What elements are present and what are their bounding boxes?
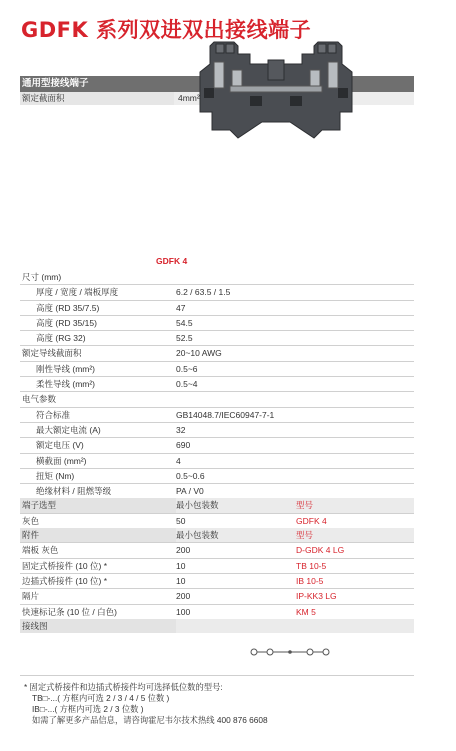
note-line: TB□-...( 方框内可选 2 / 3 / 4 / 5 位数 ) xyxy=(32,693,170,703)
spec-value xyxy=(176,392,296,406)
spec-value: 4 xyxy=(176,455,181,466)
spec-table xyxy=(20,270,414,633)
spec-label: 尺寸 (mm) xyxy=(22,272,62,282)
spec-value: 200 xyxy=(176,591,191,602)
image-left-pad xyxy=(20,105,174,257)
spec-row xyxy=(20,468,414,483)
spec-row xyxy=(20,483,414,498)
spec-label: 扭矩 (Nm) xyxy=(36,470,75,481)
spec-label: 最大额定电流 (A) xyxy=(36,424,101,435)
spec-model: IP-KK3 LG xyxy=(296,591,337,602)
note-line: IB□-...( 方框内可选 2 / 3 位数 ) xyxy=(32,704,144,714)
spec-model xyxy=(296,285,414,299)
spec-value: 52.5 xyxy=(176,333,193,344)
spec-row xyxy=(20,422,414,437)
spec-model xyxy=(296,423,414,437)
spec-label: 高度 (RD 35/7.5) xyxy=(36,302,100,313)
spec-label: 边插式桥接件 (10 位) * xyxy=(22,575,108,586)
spec-value xyxy=(176,619,296,633)
spec-model: IB 10-5 xyxy=(296,575,324,586)
spec-row xyxy=(20,498,414,512)
spec-label: 高度 (RD 35/15) xyxy=(36,317,97,328)
spec-value: 0.5~4 xyxy=(176,379,198,390)
spec-row xyxy=(20,528,414,542)
spec-row xyxy=(20,558,414,573)
spec-label: 厚度 / 宽度 / 端板厚度 xyxy=(36,287,119,298)
wiring-diagram-icon xyxy=(248,646,332,658)
spec-row xyxy=(20,300,414,315)
note-line: 如需了解更多产品信息，请咨询霍尼韦尔技术热线 400 876 6608 xyxy=(32,715,268,725)
spec-model xyxy=(296,438,414,452)
spec-model xyxy=(296,331,414,345)
spec-row xyxy=(20,330,414,345)
terminal-block-image xyxy=(190,34,362,152)
spec-label: 柔性导线 (mm²) xyxy=(36,379,96,390)
spec-value xyxy=(176,270,296,284)
spec-row xyxy=(20,619,414,633)
spec-model xyxy=(296,392,414,406)
category-header: 通用型接线端子 xyxy=(20,76,414,92)
rated-value: 4mm² xyxy=(174,92,414,105)
spec-label: 灰色 xyxy=(22,515,40,526)
spec-model xyxy=(296,362,414,376)
spec-label: 高度 (RG 32) xyxy=(36,333,86,344)
spec-model xyxy=(296,377,414,391)
spec-row xyxy=(20,407,414,422)
spec-row xyxy=(20,376,414,391)
rated-label: 额定截面积 xyxy=(20,92,174,105)
spec-row xyxy=(20,361,414,376)
spec-model: 型号 xyxy=(296,528,414,542)
spec-model xyxy=(296,346,414,360)
spec-model xyxy=(296,484,414,498)
spec-model: 型号 xyxy=(296,498,414,512)
spec-model xyxy=(296,270,414,284)
spec-row xyxy=(20,270,414,284)
spec-model: GDFK 4 xyxy=(296,515,327,526)
spec-label: 快速标记条 (10 位 / 白色) xyxy=(22,606,117,617)
page-title: GDFK 系列双进双出接线端子 xyxy=(21,18,312,42)
spec-model xyxy=(296,454,414,468)
spec-value: 54.5 xyxy=(176,317,193,328)
spec-value: 47 xyxy=(176,302,186,313)
spec-label: 横截面 (mm²) xyxy=(36,455,87,466)
spec-model xyxy=(296,301,414,315)
spec-label: 端子选型 xyxy=(22,500,57,511)
spec-row xyxy=(20,284,414,299)
model-name: GDFK 4 xyxy=(156,256,188,266)
spec-row xyxy=(20,391,414,406)
spec-model xyxy=(296,469,414,483)
spec-model xyxy=(296,316,414,330)
footnotes xyxy=(24,682,268,726)
spec-row xyxy=(20,453,414,468)
spec-value: 0.5~0.6 xyxy=(176,470,205,481)
spec-model xyxy=(296,619,414,633)
spec-row xyxy=(20,573,414,588)
spec-row xyxy=(20,345,414,360)
spec-value: 最小包装数 xyxy=(176,528,296,542)
spec-label: 额定电压 (V) xyxy=(36,440,84,451)
spec-value: 0.5~6 xyxy=(176,363,198,374)
spec-row xyxy=(20,437,414,452)
spec-label: 接线图 xyxy=(22,620,48,631)
spec-value: 10 xyxy=(176,575,186,586)
spec-value: 6.2 / 63.5 / 1.5 xyxy=(176,287,231,298)
spec-value: 200 xyxy=(176,545,191,556)
spec-value: 100 xyxy=(176,606,191,617)
spec-row xyxy=(20,315,414,330)
spec-value: PA / V0 xyxy=(176,486,204,497)
spec-model xyxy=(296,408,414,422)
spec-value: 690 xyxy=(176,440,191,451)
spec-row xyxy=(20,604,414,619)
spec-label: 额定导线截面积 xyxy=(22,348,82,359)
spec-label: 电气参数 xyxy=(22,394,57,405)
spec-model: D-GDK 4 LG xyxy=(296,545,345,556)
spec-model: KM 5 xyxy=(296,606,316,617)
spec-label: 隔片 xyxy=(22,591,40,602)
spec-model: TB 10-5 xyxy=(296,560,327,571)
spec-value: 10 xyxy=(176,560,186,571)
note-line: * 固定式桥接件和边插式桥接件均可选择低位数的型号: xyxy=(24,682,223,692)
spec-value: 50 xyxy=(176,515,186,526)
spec-value: 32 xyxy=(176,424,186,435)
spec-row xyxy=(20,542,414,557)
spec-value: 20~10 AWG xyxy=(176,348,222,359)
spec-label: 刚性导线 (mm²) xyxy=(36,363,96,374)
table-bottom-rule xyxy=(20,675,414,676)
spec-label: 绝缘材料 / 阻燃等级 xyxy=(36,486,112,497)
spec-label: 符合标准 xyxy=(36,409,71,420)
spec-label: 固定式桥接件 (10 位) * xyxy=(22,560,108,571)
spec-label: 附件 xyxy=(22,530,40,541)
spec-label: 端板 灰色 xyxy=(22,545,59,556)
spec-row xyxy=(20,513,414,528)
spec-row xyxy=(20,588,414,603)
spec-value: GB14048.7/IEC60947-7-1 xyxy=(176,409,275,420)
spec-value: 最小包装数 xyxy=(176,498,296,512)
